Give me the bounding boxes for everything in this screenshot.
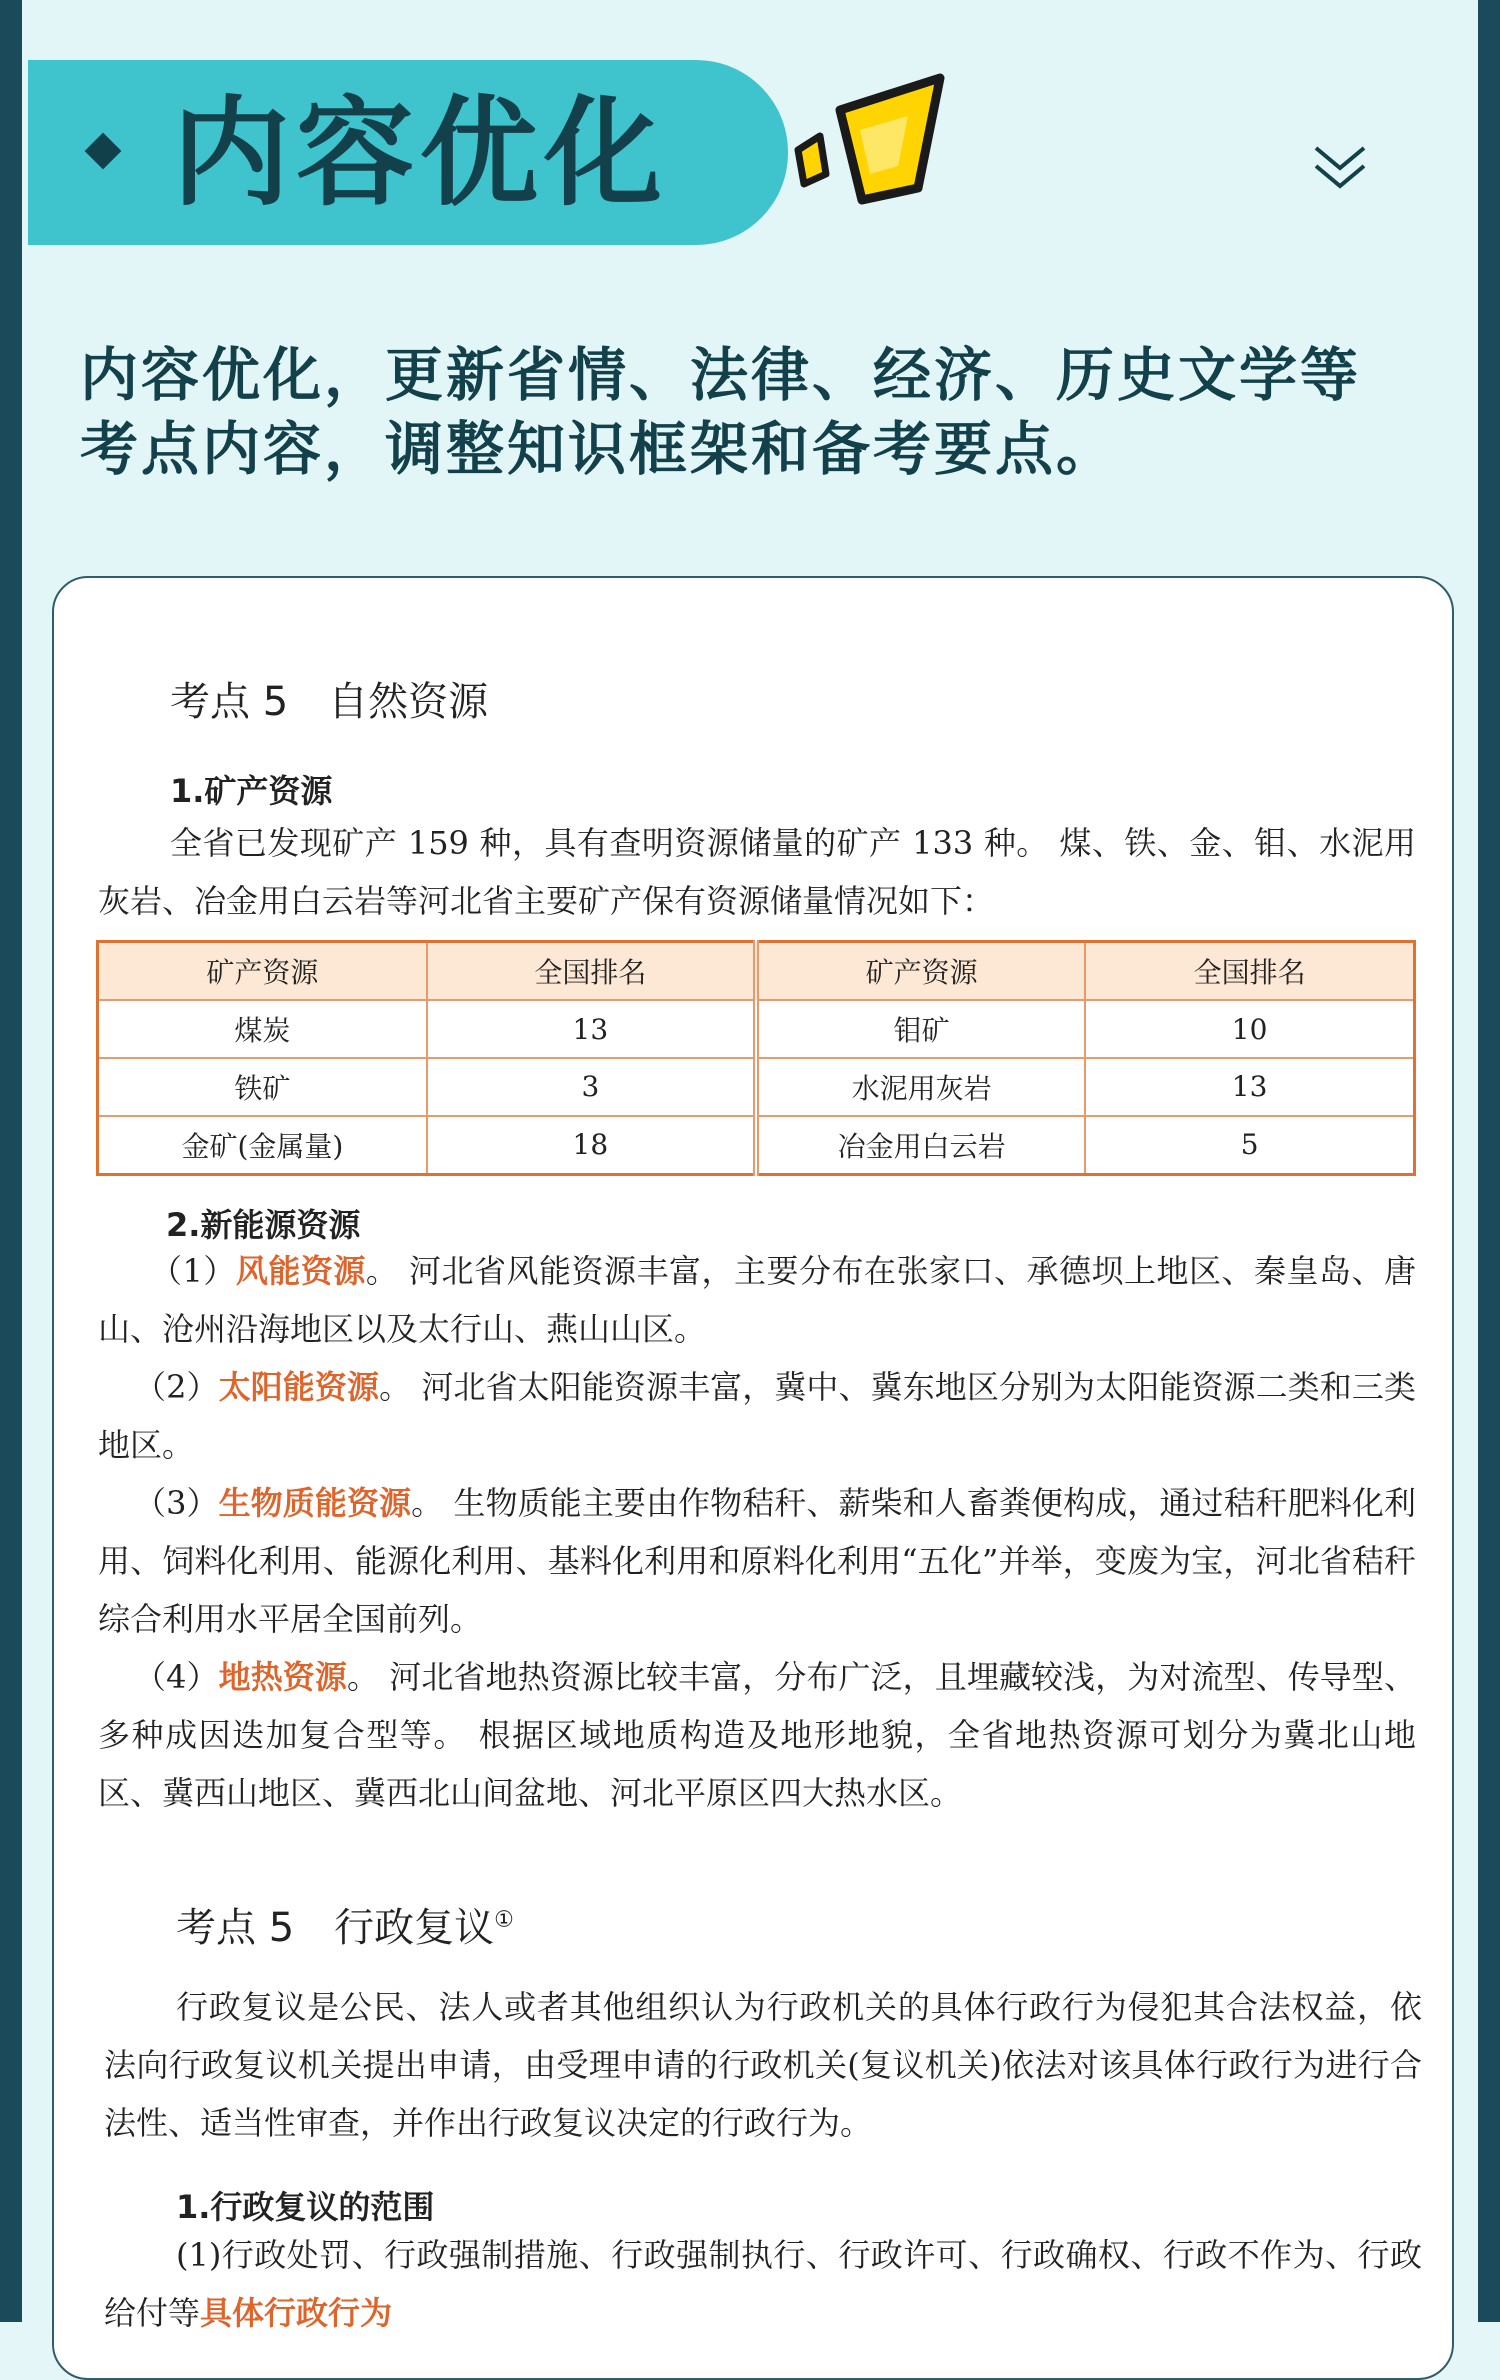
frame-right bbox=[1478, 0, 1500, 2322]
highlight-term: 太阳能资源 bbox=[218, 1368, 380, 1406]
item-text: 。 河北省风能资源丰富，主要分布在张家口、承德坝上地区、秦皇岛、唐山、沧州沿海地区以及太行山、燕山山区。 bbox=[98, 1252, 1416, 1348]
highlight-term: 具体行政行为 bbox=[200, 2294, 393, 2332]
mineral-table bbox=[96, 940, 1416, 1176]
item-text: 。 河北省地热资源比较丰富，分布广泛，且埋藏较浅，为对流型、传导型、多种成因迭加复合型等。 根据区域地质构造及地形地貌，全省地热资源可划分为冀北山地区、冀西山地区、冀西北山间盆地、河北平原区四大热水区。 bbox=[98, 1658, 1416, 1812]
item-number: （1） bbox=[150, 1252, 236, 1290]
highlight-term: 生物质能资源 bbox=[218, 1484, 412, 1522]
table-cell: 13 bbox=[1085, 1058, 1414, 1116]
content-card bbox=[52, 576, 1454, 2380]
subheading-mineral: 1.矿产资源 bbox=[170, 772, 333, 810]
item-number: （2） bbox=[134, 1368, 219, 1406]
table-header-row bbox=[98, 942, 1415, 1001]
highlight-term: 地热资源 bbox=[218, 1658, 347, 1696]
table-header: 矿产资源 bbox=[756, 942, 1085, 1001]
item-text: 。 生物质能主要由作物秸秆、薪柴和人畜粪便构成，通过秸秆肥料化利用、饲料化利用、能源化利用、基料化利用和原料化利用“五化”并举，变废为宝，河北省秸秆综合利用水平居全国前列。 bbox=[98, 1484, 1416, 1638]
energy-item-1 bbox=[98, 1242, 1416, 1358]
item-number: （3） bbox=[134, 1484, 219, 1522]
table-cell: 铁矿 bbox=[98, 1058, 427, 1116]
frame-left bbox=[0, 0, 22, 2322]
energy-item-2 bbox=[98, 1358, 1416, 1474]
table-cell: 金矿(金属量) bbox=[98, 1116, 427, 1175]
table-cell: 钼矿 bbox=[756, 1000, 1085, 1058]
intro-text bbox=[80, 338, 1420, 486]
table-row bbox=[98, 1116, 1415, 1175]
section-title-text: 考点 5 行政复议 bbox=[176, 1905, 495, 1951]
table-cell: 5 bbox=[1085, 1116, 1414, 1175]
mineral-paragraph: 全省已发现矿产 159 种，具有查明资源储量的矿产 133 种。 煤、铁、金、钼、水泥用灰岩、冶金用白云岩等河北省主要矿产保有资源储量情况如下： bbox=[98, 824, 1416, 920]
table-header: 矿产资源 bbox=[98, 942, 427, 1001]
table-cell: 水泥用灰岩 bbox=[756, 1058, 1085, 1116]
section-title-admin-review bbox=[176, 1896, 514, 1953]
page-title: 内容优化 bbox=[172, 84, 669, 222]
review-scope-item-1 bbox=[104, 2226, 1422, 2342]
table-cell: 10 bbox=[1085, 1000, 1414, 1058]
table-row bbox=[98, 1000, 1415, 1058]
footnote-marker: ① bbox=[494, 1907, 514, 1933]
table-header: 全国排名 bbox=[427, 942, 756, 1001]
section-title-natural-resources: 考点 5 自然资源 bbox=[170, 679, 489, 725]
table-cell: 18 bbox=[427, 1116, 756, 1175]
energy-item-3 bbox=[98, 1474, 1416, 1648]
table-cell: 13 bbox=[427, 1000, 756, 1058]
highlight-term: 风能资源 bbox=[235, 1252, 366, 1290]
item-number: （4） bbox=[134, 1658, 219, 1696]
table-cell: 冶金用白云岩 bbox=[756, 1116, 1085, 1175]
energy-item-4 bbox=[98, 1648, 1416, 1822]
table-cell: 煤炭 bbox=[98, 1000, 427, 1058]
item-text: (1)行政处罚、行政强制措施、行政强制执行、行政许可、行政确权、行政不作为、行政给付等 bbox=[104, 2236, 1422, 2332]
sparkle-decoration-icon bbox=[790, 70, 960, 220]
subheading-review-scope: 1.行政复议的范围 bbox=[176, 2188, 435, 2226]
table-cell: 3 bbox=[427, 1058, 756, 1116]
subheading-new-energy: 2.新能源资源 bbox=[166, 1206, 361, 1244]
table-header: 全国排名 bbox=[1085, 942, 1414, 1001]
intro-line-1: 内容优化，更新省情、法律、经济、历史文学等 bbox=[80, 341, 1362, 409]
item-text: 。 河北省太阳能资源丰富，冀中、冀东地区分别为太阳能资源二类和三类地区。 bbox=[98, 1368, 1416, 1464]
double-chevron-down-icon[interactable] bbox=[1310, 140, 1370, 196]
intro-line-2: 考点内容，调整知识框架和备考要点。 bbox=[80, 415, 1118, 483]
admin-review-paragraph: 行政复议是公民、法人或者其他组织认为行政机关的具体行政行为侵犯其合法权益，依法向行政复议机关提出申请，由受理申请的行政机关(复议机关)依法对该具体行政行为进行合法性、适当性审查，并作出行政复议决定的行政行为。 bbox=[104, 1988, 1422, 2142]
table-row bbox=[98, 1058, 1415, 1116]
